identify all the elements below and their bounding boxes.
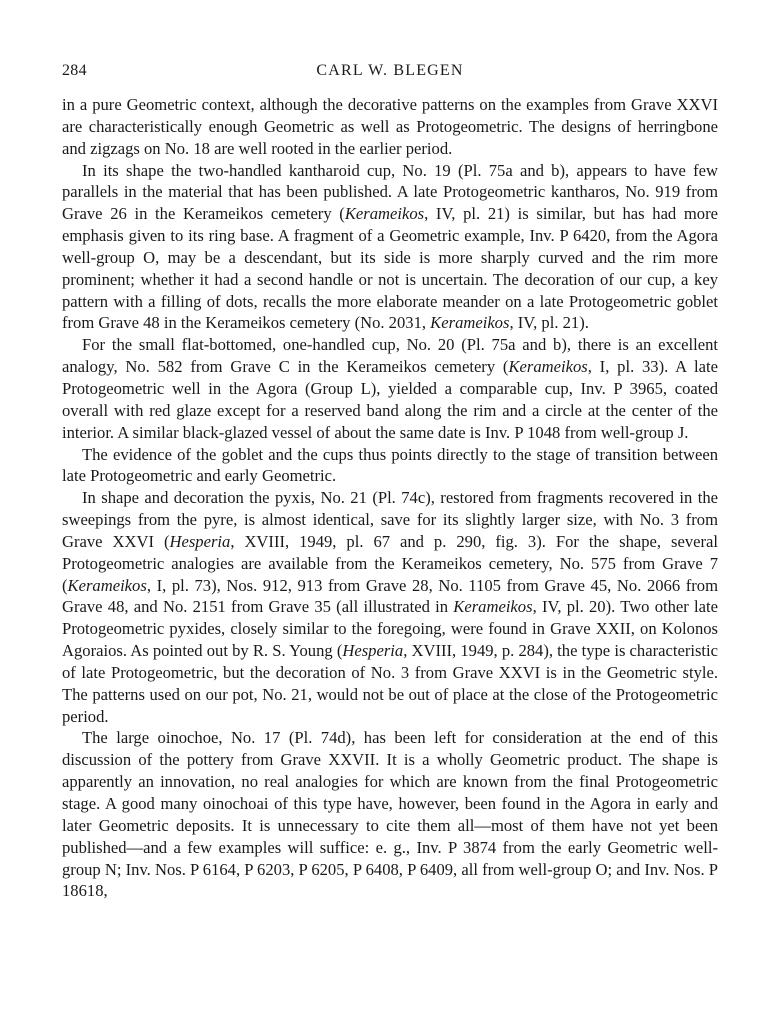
italic-citation: Hesperia — [342, 641, 404, 661]
paragraph — [62, 727, 718, 902]
italic-citation: Hesperia — [169, 531, 231, 551]
paragraph — [62, 444, 718, 488]
page-header — [62, 58, 718, 84]
paragraph — [62, 94, 718, 160]
text-run: In shape and decoration the pyxis, No. 21 (Pl. 74c), restored from fragments recovered in the sweepings from the pyre, is almost identical, save for its slightly larger size, with No. 3 from Grave XXVI ( — [62, 488, 718, 551]
paragraph — [62, 160, 718, 335]
italic-citation: Kerameikos — [430, 313, 510, 333]
text-run: , XVIII, 1949, pl. 67 and p. 290, fig. 3). For the shape, several Protogeometric analogies are available from the Kerameikos cemetery, No. 575 from Grave 7 ( — [62, 531, 718, 595]
italic-citation: Kerameikos — [344, 204, 425, 224]
text-run: The evidence of the goblet and the cups thus points directly to the stage of transition between late Protogeometric and early Geometric. — [62, 444, 718, 486]
page-number: 284 — [62, 62, 87, 79]
body-text — [62, 94, 718, 902]
text-run: , IV, pl. 20). Two other late Protogeometric pyxides, closely similar to the foregoing, were found in Grave XXII, on Kolonos Agoraios. As pointed out by R. S. Young ( — [62, 597, 719, 661]
italic-citation: Kerameikos — [67, 575, 147, 595]
document-page — [62, 58, 718, 902]
text-run: The large oinochoe, No. 17 (Pl. 74d), has been left for consideration at the end of this discussion of the pottery from Grave XXVII. It is a wholly Geometric product. The shape is apparently an innovation, no real analogies for which are known from the final Protogeometric stage. A good many oinochoai of this type have, however, been found in the Agora in early and later Geometric deposits. It is unnecessary to cite them all—most of them have not yet been published—and a few examples will suffice: e. g., Inv. P 3874 from the early Geometric well-group N; Inv. Nos. P 6164, P 6203, P 6205, P 6408, P 6409, all from well-group O; and Inv. Nos. P 18618, — [62, 728, 718, 901]
text-run: , I, pl. 73), Nos. 912, 913 from Grave 28, No. 1105 from Grave 45, No. 2066 from Grave 48, and No. 2151 from Grave 35 (all illustrated in — [62, 575, 718, 617]
text-run: , IV, pl. 21) is similar, but has had more emphasis given to its ring base. A fragment of a Geometric example, Inv. P 6420, from the Agora well-group O, may be a descendant, but its side is more sharply curved and the rim more prominent; whether it had a second handle or not is uncertain. The decoration of our cup, a key pattern with a filling of dots, recalls the more elaborate meander on a late Protogeometric goblet from Grave 48 in the Kerameikos cemetery (No. 2031, — [62, 204, 718, 333]
italic-citation: Kerameikos — [453, 597, 533, 617]
paragraph — [62, 334, 718, 443]
text-run: In its shape the two-handled kantharoid cup, No. 19 (Pl. 75a and b), appears to have few parallels in the material that has been published. A late Protogeometric kantharos, No. 919 from Grave 26 in the Kerameikos cemetery ( — [62, 160, 718, 224]
text-run: , I, pl. 33). A late Protogeometric well in the Agora (Group L), yielded a comparable cup, Inv. P 3965, coated overall with red glaze except for a reserved band along the rim and a circle at the center of the interior. A similar black-glazed vessel of about the same date is Inv. P 1048 from well-group J. — [62, 357, 718, 442]
text-run: , XVIII, 1949, p. 284), the type is characteristic of late Protogeometric, but the decoration of No. 3 from Grave XXVI is in the Geometric style. The patterns used on our pot, No. 21, would not be out of place at the close of the Protogeometric period. — [62, 641, 718, 726]
italic-citation: Kerameikos — [508, 357, 588, 377]
paragraph — [62, 487, 718, 727]
running-head: CARL W. BLEGEN — [316, 62, 464, 79]
text-run: , IV, pl. 21). — [509, 313, 589, 333]
text-run: For the small flat-bottomed, one-handled cup, No. 20 (Pl. 75a and b), there is an excellent analogy, No. 582 from Grave C in the Kerameikos cemetery ( — [62, 335, 718, 377]
text-run: in a pure Geometric context, although the decorative patterns on the examples from Grave XXVI are characteristically enough Geometric as well as Protogeometric. The designs of herringbone and zigzags on No. 18 are well rooted in the earlier period. — [62, 95, 718, 158]
